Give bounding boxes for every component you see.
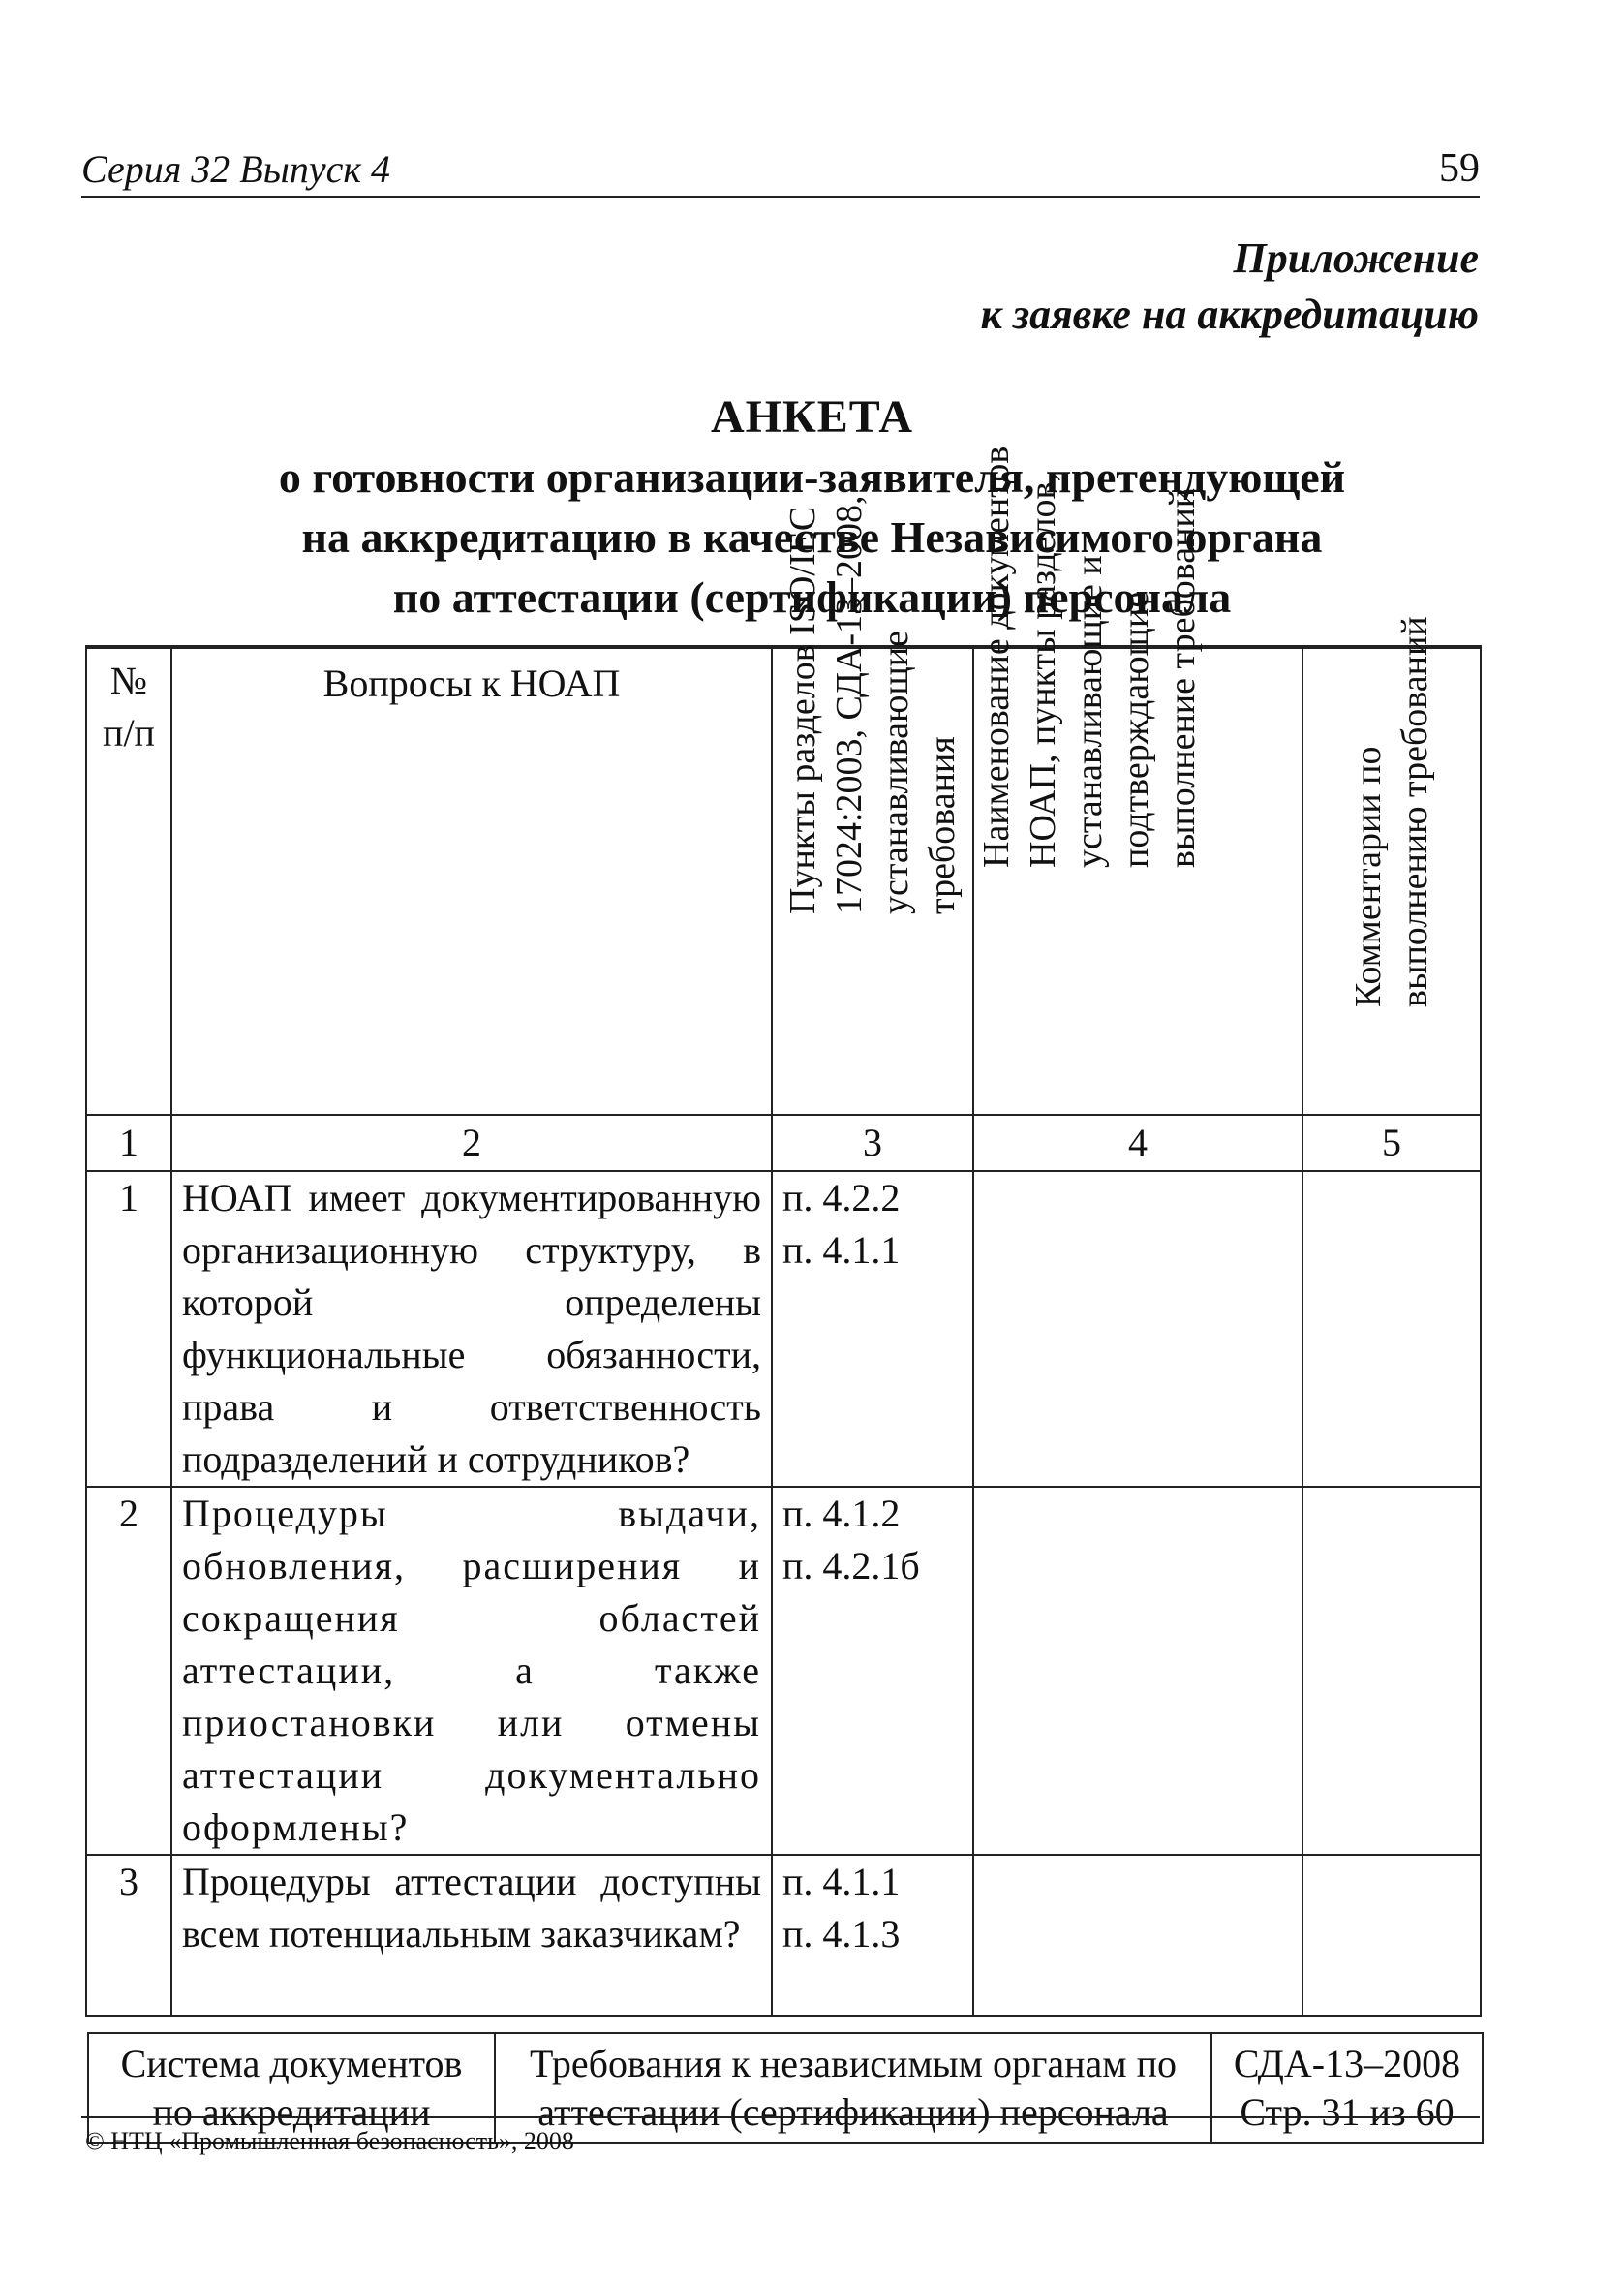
header-question: Вопросы к НОАП [171,647,772,1115]
copyright: © НТЦ «Промышленная безопасность», 2008 [85,2127,574,2155]
row-comments [1302,1855,1481,2016]
row-documents [973,1171,1302,1487]
title-line-1: о готовности организации-заявителя, претендующей [278,452,1346,502]
column-number: 1 [86,1115,171,1171]
header-clauses: Пункты разделов ISO/IEC 17024:2003, СДА-13–2008, устанавливающие требования [782,495,963,914]
table-row [86,1855,1481,2016]
table-header-row [86,647,1481,1115]
row-question: Процедуры выдачи, обновления, расширения и сокращения областей аттестации, а также приостановки или отмены аттестации документально оформлены? [171,1487,772,1855]
row-number: 1 [86,1171,171,1487]
footer-system-line-2: по аккредитации [152,2090,431,2134]
appendix-line-1: Приложение [1233,234,1479,282]
clause: п. 4.1.2 [782,1492,901,1535]
row-number: 3 [86,1855,171,2016]
bottom-divider [81,2116,1480,2118]
table-row [86,1171,1481,1487]
page-header [81,145,1480,198]
column-number-row [86,1115,1481,1171]
row-number: 2 [86,1487,171,1855]
appendix-line-2: к заявке на аккредитацию [980,291,1479,338]
header-number: № п/п [86,647,171,1115]
column-number: 3 [772,1115,973,1171]
header-comments: Комментарии по выполнению требований [1348,616,1435,1007]
table-row [86,1487,1481,1855]
title-main: АНКЕТА [710,391,914,443]
row-clauses [772,1487,973,1855]
title-line-3: по аттестации (сертификации) персонала [392,572,1232,622]
row-clauses [772,1171,973,1487]
row-question: Процедуры аттестации доступны всем потенциальным заказчикам? [171,1855,772,2016]
footer-page: Стр. 31 из 60 [1240,2090,1455,2134]
footer-req-line-1: Требования к независимым органам по [530,2042,1177,2085]
clause: п. 4.1.1 [782,1860,901,1903]
column-number: 4 [973,1115,1302,1171]
clause: п. 4.1.3 [782,1912,901,1956]
header-comments-cell [1302,616,1481,1115]
footer-system-line-1: Система документов [120,2042,463,2085]
row-documents [973,1855,1302,2016]
clause: п. 4.2.1б [782,1544,920,1587]
appendix-caption [981,231,1479,343]
clause: п. 4.1.1 [782,1228,901,1272]
footer-code-page [1211,2033,1483,2143]
title-line-2: на аккредитацию в качестве Независимого органа [301,512,1323,562]
footer-requirements [495,2033,1211,2143]
row-clauses [772,1855,973,2016]
row-comments [1302,1171,1481,1487]
page-number: 59 [1439,146,1480,191]
row-documents [973,1487,1302,1855]
row-comments [1302,1487,1481,1855]
column-number: 5 [1302,1115,1481,1171]
header-clauses-cell [772,495,973,1115]
header-documents: Наименование документов НОАП, пункты разделов, устанавливающие и подтверждающие выполнение требований [976,446,1203,868]
header-documents-cell [973,446,1302,1115]
series-label: Серия 32 Выпуск 4 [81,147,391,191]
column-number: 2 [171,1115,772,1171]
footer-req-line-2: аттестации (сертификации) персонала [537,2090,1169,2134]
footer-code: СДА-13–2008 [1233,2042,1461,2085]
clause: п. 4.2.2 [782,1176,901,1219]
row-question: НОАП имеет документированную организационную структуру, в которой определены функциональные обязанности, права и ответственность подразделений и сотрудников? [171,1171,772,1487]
